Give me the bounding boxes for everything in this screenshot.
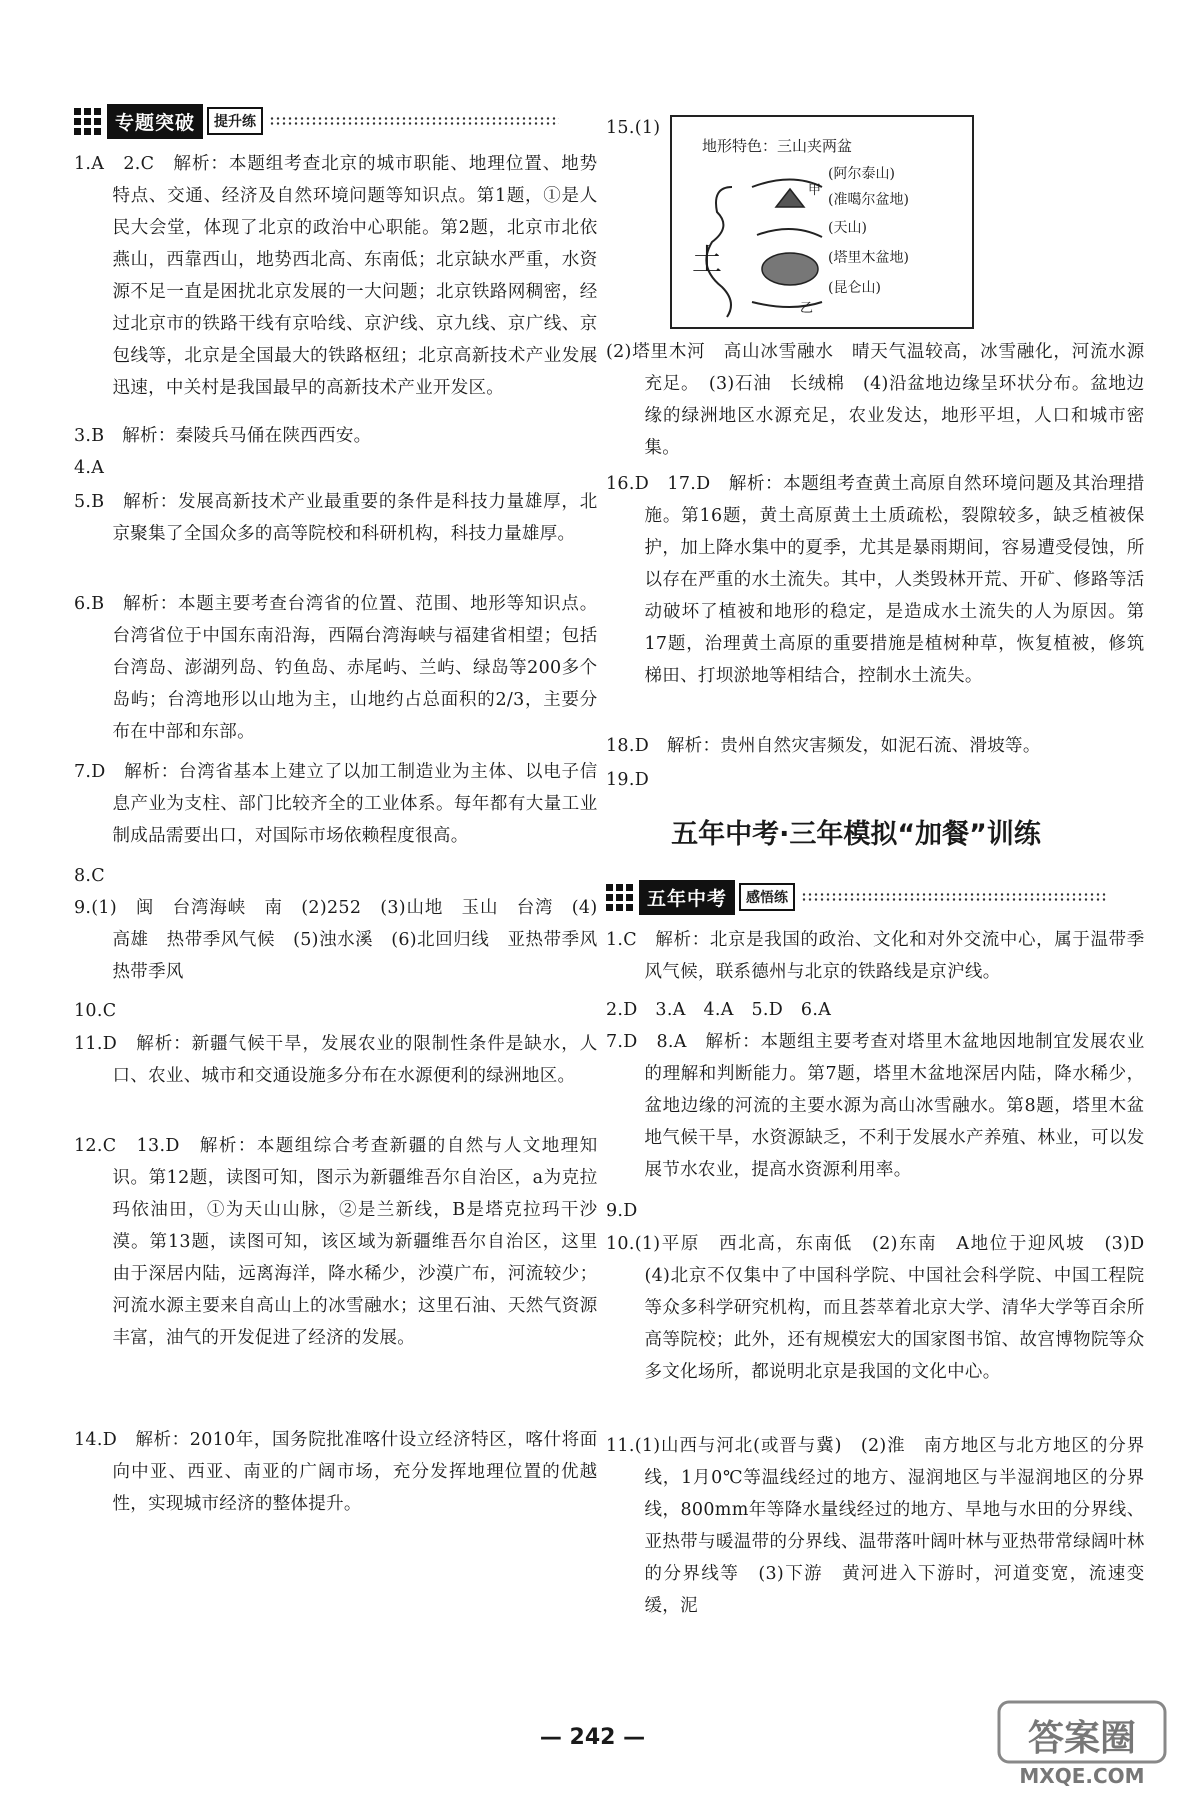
answer-entry: 10.C (74, 1001, 117, 1021)
answer-entry: 3.B 解析：秦陵兵马俑在陕西西安。 (74, 426, 372, 446)
question-15-label: 15.(1) (606, 118, 661, 138)
answer-entry: 11.D 解析：新疆气候干旱，发展农业的限制性条件是缺水，人口、农业、城市和交通设施多分布在水源便利的绿洲地区。 (74, 1034, 598, 1086)
watermark-logo (997, 1700, 1167, 1790)
answer-entry: (2)塔里木河 高山冰雪融水 晴天气温较高，冰雪融化，河流水源充足。 (3)石油 长绒棉 (4)沿盆地边缘呈环状分布。盆地边缘的绿洲地区水源充足，农业发达，地形平坦，人口和城市密集。 (606, 342, 1145, 458)
answer-entry: 19.D (606, 770, 650, 790)
dots-icon (606, 884, 633, 911)
answer-entry: 10.(1)平原 西北高，东南低 (2)东南 A地位于迎风坡 (3)D (4)北京不仅集中了中国科学院、中国社会科学院、中国工程院等众多科学研究机构，而且荟萃着北京大学、清华大学等百余所高等院校；此外，还有规模宏大的国家图书馆、故宫博物院等众多文化场所，都说明北京是我国的文化中心。 (606, 1234, 1145, 1382)
answer-entry: 12.C 13.D 解析：本题组综合考查新疆的自然与人文地理知识。第12题，读图可知，图示为新疆维吾尔自治区，a为克拉玛依油田，①为天山山脉，②是兰新线，B是塔克拉玛干沙漠。第13题，读图可知，该区域为新疆维吾尔自治区，这里由于深居内陆，远离海洋，降水稀少，沙漠广布，河流较少；河流水源主要来自高山上的冰雪融水；这里石油、天然气资源丰富，油气的开发促进了经济的发展。 (74, 1136, 598, 1348)
answer-entry: 1.A 2.C 解析：本题组考查北京的城市职能、地理位置、地势特点、交通、经济及自然环境问题等知识点。第1题，①是人民大会堂，体现了北京的政治中心职能。第2题，北京市北依燕山，西靠西山，地势西北高、东南低；北京缺水严重，水资源不足一直是困扰北京发展的一大问题；北京铁路网稠密，经过北京市的铁路干线有京哈线、京沪线、京九线、京广线、京包线等，北京是全国最大的铁路枢纽；北京高新技术产业发展迅速，中关村是我国最早的高新技术产业开发区。 (74, 154, 598, 398)
answer-entry: 9.D (606, 1201, 638, 1221)
answer-entry: 5.B 解析：发展高新技术产业最重要的条件是科技力量雄厚，北京聚集了全国众多的高等院校和科研机构，科技力量雄厚。 (74, 492, 598, 544)
section-tag: 提升练 (207, 107, 263, 135)
section-header-zhuanti (74, 104, 559, 138)
watermark-url: MXQE.COM (1019, 1764, 1145, 1788)
section-header-wunian (606, 880, 1106, 914)
xinjiang-terrain-map (670, 115, 974, 329)
answer-entry: 18.D 解析：贵州自然灾害频发，如泥石流、滑坡等。 (606, 736, 1041, 756)
map-marker-jia: 甲 (808, 183, 822, 198)
dotted-rule (801, 892, 1106, 902)
answer-entry: 2.D 3.A 4.A 5.D 6.A (606, 1000, 832, 1020)
dotted-rule (269, 116, 559, 126)
answer-entry: 4.A (74, 458, 105, 478)
watermark-logo-text: 答案圈 (1027, 1718, 1136, 1759)
answer-entry: 7.D 解析：台湾省基本上建立了以加工制造业为主体、以电子信息产业为支柱、部门比较齐全的工业体系。每年都有大量工业制成品需要出口，对国际市场依赖程度很高。 (74, 762, 598, 846)
answer-entry: 11.(1)山西与河北(或晋与冀) (2)淮 南方地区与北方地区的分界线，1月0℃等温线经过的地方、湿润地区与半湿润地区的分界线，800mm年等降水量线经过的地方、旱地与水田的分界线、亚热带与暖温带的分界线、温带落叶阔叶林与亚热带常绿阔叶林的分界线等 (3)下游 黄河进入下游时，河道变宽，流速变缓，泥 (606, 1436, 1145, 1616)
section-tag: 感悟练 (739, 883, 795, 911)
map-marker-tu: 土 (692, 243, 722, 278)
answer-entry: 14.D 解析：2010年，国务院批准喀什设立经济特区，喀什将面向中亚、西亚、南亚的广阔市场，充分发挥地理位置的优越性，实现城市经济的整体提升。 (74, 1430, 598, 1514)
map-label: (昆仑山) (828, 280, 881, 296)
section-title: 五年中考 (639, 880, 735, 915)
answer-entry: 16.D 17.D 解析：本题组考查黄土高原自然环境问题及其治理措施。第16题，黄土高原黄土土质疏松，裂隙较多，缺乏植被保护，加上降水集中的夏季，尤其是暴雨期间，容易遭受侵蚀，所以存在严重的水土流失。其中，人类毁林开荒、开矿、修路等活动破坏了植被和地形的稳定，是造成水土流失的人为原因。第17题，治理黄土高原的重要措施是植树种草，恢复植被，修筑梯田、打坝淤地等相结合，控制水土流失。 (606, 474, 1145, 686)
page-number: — 242 — (539, 1725, 646, 1750)
page-section-title: 五年中考·三年模拟“加餐”训练 (671, 819, 1041, 850)
map-label: (阿尔泰山) (828, 166, 895, 182)
map-title: 地形特色：三山夹两盆 (702, 137, 853, 155)
section-title: 专题突破 (107, 104, 203, 139)
answer-entry: 8.C (74, 866, 105, 886)
map-label: (塔里木盆地) (828, 250, 909, 266)
map-sketch (672, 117, 972, 327)
map-marker-yi: 乙 (800, 301, 814, 316)
answer-entry: 6.B 解析：本题主要考查台湾省的位置、范围、地形等知识点。台湾省位于中国东南沿海，西隔台湾海峡与福建省相望；包括台湾岛、澎湖列岛、钓鱼岛、赤尾屿、兰屿、绿岛等200多个岛屿；台湾地形以山地为主，山地约占总面积的2/3，主要分布在中部和东部。 (74, 594, 598, 742)
map-label: (准噶尔盆地) (828, 192, 909, 208)
answer-entry: 9.(1) 闽 台湾海峡 南 (2)252 (3)山地 玉山 台湾 (4)高雄 热带季风气候 (5)浊水溪 (6)北回归线 亚热带季风 热带季风 (74, 898, 598, 982)
dots-icon (74, 108, 101, 135)
map-label: (天山) (828, 220, 867, 236)
answer-entry: 7.D 8.A 解析：本题组主要考查对塔里木盆地因地制宜发展农业的理解和判断能力。第7题，塔里木盆地深居内陆，降水稀少，盆地边缘的河流的主要水源为高山冰雪融水。第8题，塔里木盆地气候干旱，水资源缺乏，不利于发展水产养殖、林业，可以发展节水农业，提高水资源利用率。 (606, 1032, 1145, 1180)
answer-entry: 1.C 解析：北京是我国的政治、文化和对外交流中心，属于温带季风气候，联系德州与北京的铁路线是京沪线。 (606, 930, 1145, 982)
